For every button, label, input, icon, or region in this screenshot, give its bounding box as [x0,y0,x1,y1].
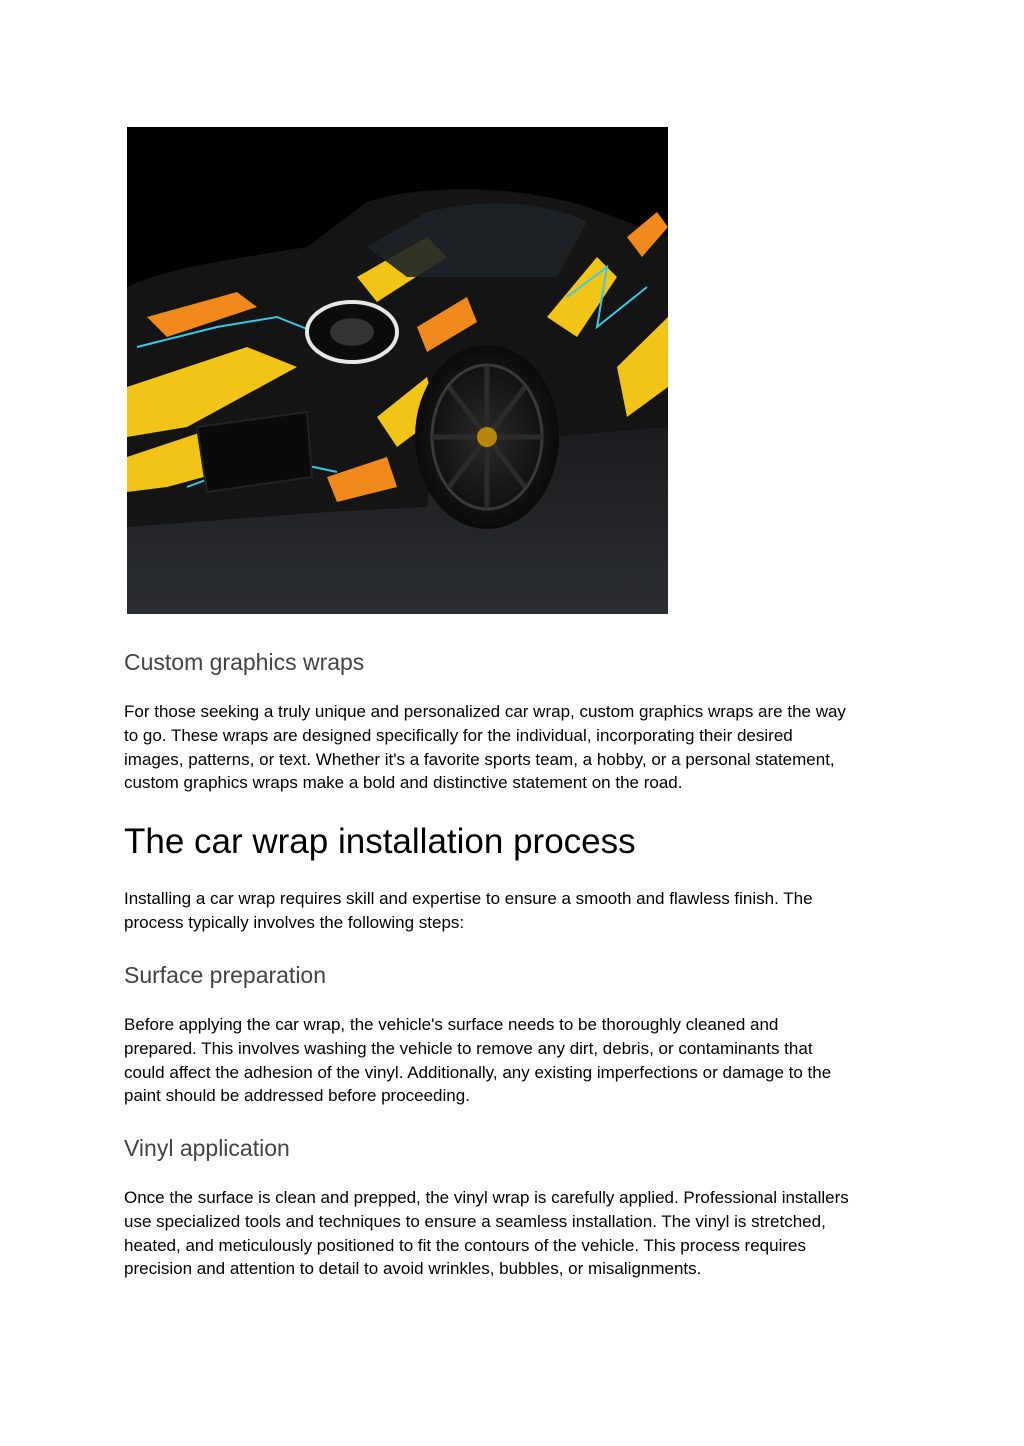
section-heading-installation: The car wrap installation process [124,822,636,861]
section-heading-surface-preparation: Surface preparation [124,962,327,988]
paragraph-custom-graphics [124,700,904,795]
car-wrap-image [127,127,668,614]
text-line: use specialized tools and techniques to ensure a seamless installation. The vinyl is stretched, [124,1211,826,1231]
text-line: images, patterns, or text. Whether it's a favorite sports team, a hobby, or a personal statement, [124,749,835,769]
text-line: to go. These wraps are designed specifically for the individual, incorporating their desired [124,725,793,745]
section-heading-vinyl-application: Vinyl application [124,1135,290,1161]
paragraph-vinyl-application [124,1186,904,1281]
text-line: process typically involves the following steps: [124,912,465,932]
text-line: custom graphics wraps make a bold and distinctive statement on the road. [124,773,683,793]
text-line: Once the surface is clean and prepped, the vinyl wrap is carefully applied. Professional installers [124,1188,849,1207]
text-line: precision and attention to detail to avoid wrinkles, bubbles, or misalignments. [124,1259,702,1279]
car-illustration [127,127,668,614]
text-line: Installing a car wrap requires skill and expertise to ensure a smooth and flawless finish. The [124,889,813,908]
paragraph-installation [124,887,904,935]
paragraph-surface-preparation [124,1013,904,1108]
text-line: For those seeking a truly unique and personalized car wrap, custom graphics wraps are the way [124,702,846,721]
text-line: Before applying the car wrap, the vehicle's surface needs to be thoroughly cleaned and [124,1015,779,1034]
text-line: prepared. This involves washing the vehicle to remove any dirt, debris, or contaminants that [124,1038,813,1058]
text-line: could affect the adhesion of the vinyl. Additionally, any existing imperfections or damage to the [124,1062,832,1082]
text-line: paint should be addressed before proceeding. [124,1086,470,1106]
section-heading-custom-graphics: Custom graphics wraps [124,649,365,675]
text-line: heated, and meticulously positioned to fit the contours of the vehicle. This process requires [124,1235,806,1255]
